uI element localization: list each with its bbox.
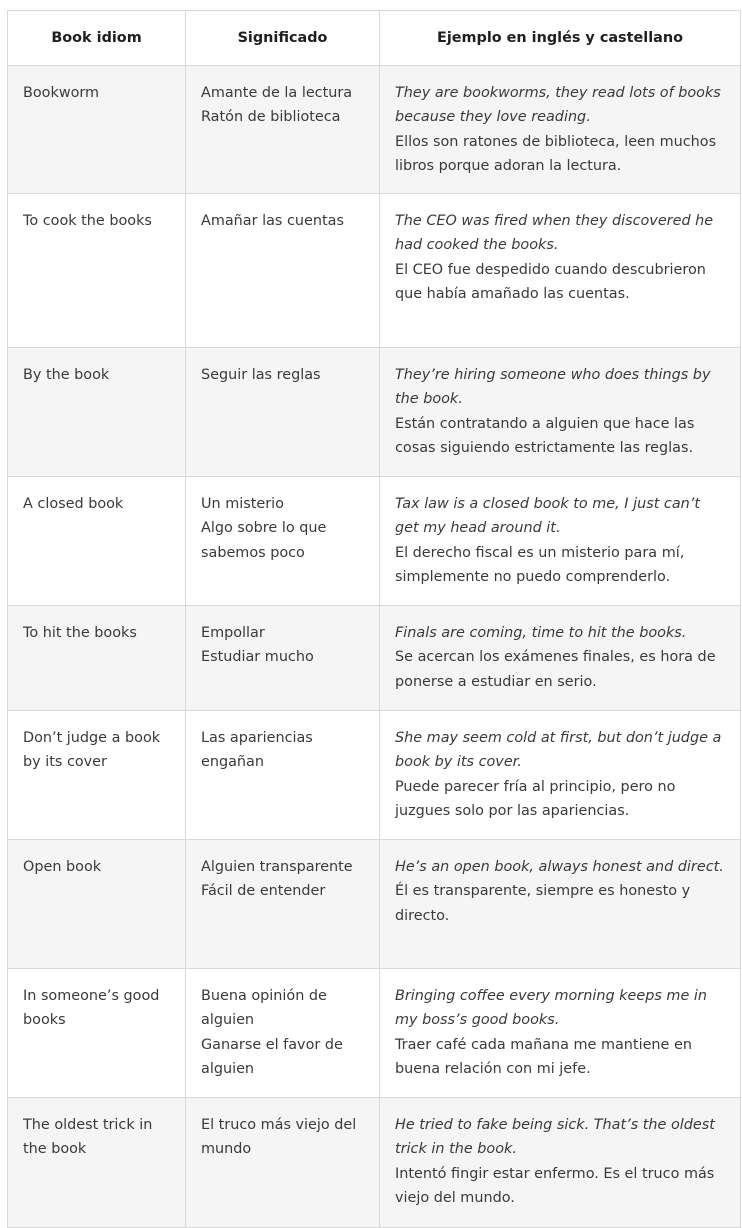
idiom-cell: To hit the books	[8, 606, 186, 711]
idiom-cell: Bookworm	[8, 66, 186, 194]
meaning-line: Buena opinión de alguien	[201, 988, 327, 1029]
meaning-line: Ganarse el favor de alguien	[201, 1036, 343, 1078]
example-spanish: El CEO fue despedido cuando descubrieron que había amañado las cuentas.	[395, 261, 706, 303]
header-row	[8, 11, 741, 66]
idiom-cell: By the book	[8, 348, 186, 477]
idioms-table	[7, 10, 741, 1228]
example-cell	[380, 711, 741, 840]
meaning-line: Seguir las reglas	[201, 367, 321, 383]
meaning-line: Las apariencias engañan	[201, 730, 313, 771]
meaning-line: Alguien transparente	[201, 859, 353, 875]
meaning-cell	[186, 606, 380, 711]
example-cell	[380, 477, 741, 606]
example-spanish: Están contratando a alguien que hace las cosas siguiendo estrictamente las reglas.	[395, 415, 695, 457]
example-cell	[380, 606, 741, 711]
meaning-line: El truco más viejo del mundo	[201, 1117, 357, 1158]
meaning-cell	[186, 711, 380, 840]
meaning-cell	[186, 969, 380, 1098]
example-english: They are bookworms, they read lots of books because they love reading.	[395, 85, 721, 126]
example-cell	[380, 348, 741, 477]
example-spanish: El derecho fiscal es un misterio para mí, simplemente no puedo comprenderlo.	[395, 544, 685, 586]
meaning-line: Empollar	[201, 625, 265, 641]
table-row	[8, 66, 741, 194]
example-spanish: Traer café cada mañana me mantiene en buena relación con mi jefe.	[395, 1036, 692, 1078]
header-meaning: Significado	[186, 11, 380, 66]
meaning-line: Ratón de biblioteca	[201, 109, 341, 126]
meaning-cell	[186, 840, 380, 969]
example-cell	[380, 194, 741, 348]
table-row	[8, 840, 741, 969]
meaning-cell	[186, 66, 380, 194]
example-english: The CEO was fired when they discovered he had cooked the books.	[395, 213, 714, 254]
example-english: Tax law is a closed book to me, I just can’t get my head around it.	[395, 496, 700, 537]
idiom-cell: Open book	[8, 840, 186, 969]
meaning-line: Amante de la lectura	[201, 85, 353, 101]
table-row	[8, 477, 741, 606]
example-english: He’s an open book, always honest and direct.	[395, 859, 724, 875]
example-spanish: Ellos son ratones de biblioteca, leen muchos libros porque adoran la lectura.	[395, 133, 717, 175]
idiom-cell: The oldest trick in the book	[8, 1098, 186, 1228]
meaning-line: Amañar las cuentas	[201, 213, 344, 229]
idiom-cell: In someone’s good books	[8, 969, 186, 1098]
table-row	[8, 1098, 741, 1228]
table-row	[8, 194, 741, 348]
example-english: Bringing coffee every morning keeps me in my boss’s good books.	[395, 988, 707, 1029]
meaning-cell	[186, 348, 380, 477]
example-english: He tried to fake being sick. That’s the oldest trick in the book.	[395, 1117, 715, 1158]
meaning-cell	[186, 477, 380, 606]
meaning-line: Estudiar mucho	[201, 649, 314, 666]
table-row	[8, 711, 741, 840]
example-cell	[380, 969, 741, 1098]
example-spanish: Intentó fingir estar enfermo. Es el truco más viejo del mundo.	[395, 1165, 715, 1207]
example-spanish: Puede parecer fría al principio, pero no juzgues solo por las apariencias.	[395, 778, 676, 820]
example-cell	[380, 840, 741, 969]
example-cell	[380, 66, 741, 194]
header-example: Ejemplo en inglés y castellano	[380, 11, 741, 66]
meaning-cell	[186, 194, 380, 348]
idiom-cell: A closed book	[8, 477, 186, 606]
idiom-cell: To cook the books	[8, 194, 186, 348]
meaning-cell	[186, 1098, 380, 1228]
example-english: She may seem cold at first, but don’t judge a book by its cover.	[395, 730, 722, 771]
example-english: Finals are coming, time to hit the books.	[395, 625, 687, 641]
meaning-line: Fácil de entender	[201, 883, 326, 900]
meaning-line: Un misterio	[201, 496, 284, 512]
table-row	[8, 606, 741, 711]
example-cell	[380, 1098, 741, 1228]
table-row	[8, 348, 741, 477]
idiom-cell: Don’t judge a book by its cover	[8, 711, 186, 840]
example-english: They’re hiring someone who does things by the book.	[395, 367, 711, 408]
header-idiom: Book idiom	[8, 11, 186, 66]
table-row	[8, 969, 741, 1098]
meaning-line: Algo sobre lo que sabemos poco	[201, 520, 327, 561]
example-spanish: Él es transparente, siempre es honesto y directo.	[395, 883, 691, 924]
example-spanish: Se acercan los exámenes finales, es hora de ponerse a estudiar en serio.	[395, 649, 716, 690]
